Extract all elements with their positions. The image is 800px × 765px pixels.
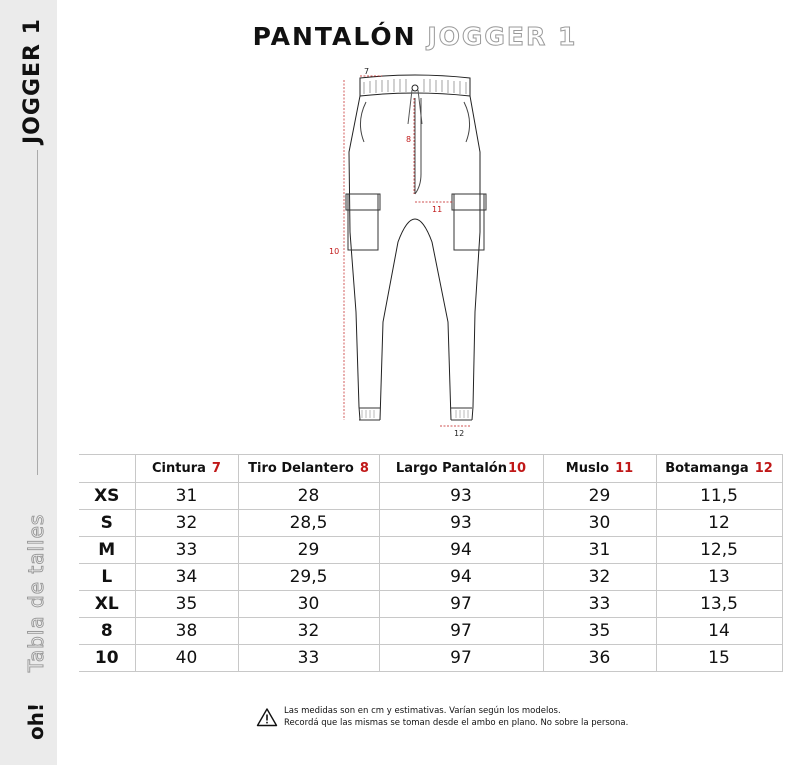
pants-diagram [320, 62, 500, 442]
table-cell: 97 [379, 591, 543, 618]
table-cell: 31 [543, 537, 656, 564]
right-leg-outline [470, 96, 480, 420]
brand-logo: oh! [24, 702, 48, 740]
table-cell: 29 [238, 537, 379, 564]
table-cell: 36 [543, 645, 656, 672]
table-cell: 33 [238, 645, 379, 672]
size-label: 8 [79, 618, 135, 645]
table-row [79, 591, 782, 618]
page-title [0, 22, 800, 51]
table-cell: 32 [543, 564, 656, 591]
table-corner [79, 455, 135, 483]
column-header-muslo: Muslo 11 [543, 455, 656, 483]
column-header-largo: Largo Pantalón10 [379, 455, 543, 483]
table-cell: 11,5 [656, 483, 782, 510]
note-line-1: Las medidas son en cm y estimativas. Varían según los modelos. [284, 706, 561, 716]
table-cell: 33 [543, 591, 656, 618]
table-cell: 35 [135, 591, 238, 618]
size-label: XL [79, 591, 135, 618]
sidebar-strip [0, 0, 57, 765]
measurement-note [256, 705, 628, 729]
table-row [79, 483, 782, 510]
table-cell: 93 [379, 483, 543, 510]
table-cell: 28 [238, 483, 379, 510]
diagram-label-largo: 10 [329, 247, 340, 256]
table-cell: 30 [543, 510, 656, 537]
diagram-label-botamanga: 12 [454, 429, 465, 438]
size-label: L [79, 564, 135, 591]
note-line-2: Recordá que las mismas se toman desde el ambo en plano. No sobre la persona. [284, 718, 629, 728]
table-header-row [79, 455, 782, 483]
size-label: 10 [79, 645, 135, 672]
page-title-secondary: JOGGER 1 [427, 22, 578, 51]
table-row [79, 510, 782, 537]
table-cell: 97 [379, 645, 543, 672]
column-header-tiro: Tiro Delantero 8 [238, 455, 379, 483]
table-cell: 29 [543, 483, 656, 510]
table-cell: 32 [135, 510, 238, 537]
table-row [79, 645, 782, 672]
table-cell: 40 [135, 645, 238, 672]
table-cell: 35 [543, 618, 656, 645]
table-cell: 28,5 [238, 510, 379, 537]
table-cell: 38 [135, 618, 238, 645]
inner-leg-outline [380, 219, 451, 420]
table-cell: 94 [379, 537, 543, 564]
column-header-cintura: Cintura 7 [135, 455, 238, 483]
size-table [79, 454, 783, 672]
sidebar-title: JOGGER 1 [20, 18, 45, 144]
table-cell: 12,5 [656, 537, 782, 564]
table-cell: 13 [656, 564, 782, 591]
table-cell: 15 [656, 645, 782, 672]
table-cell: 94 [379, 564, 543, 591]
table-cell: 13,5 [656, 591, 782, 618]
table-cell: 14 [656, 618, 782, 645]
left-leg-outline [349, 96, 360, 420]
warning-icon [256, 707, 278, 727]
table-cell: 33 [135, 537, 238, 564]
table-cell: 12 [656, 510, 782, 537]
size-label: M [79, 537, 135, 564]
table-cell: 29,5 [238, 564, 379, 591]
table-cell: 97 [379, 618, 543, 645]
table-row [79, 537, 782, 564]
size-label: XS [79, 483, 135, 510]
sidebar-subtitle: Tabla de talles [24, 513, 48, 672]
table-cell: 32 [238, 618, 379, 645]
size-label: S [79, 510, 135, 537]
sidebar-divider [37, 150, 38, 475]
diagram-label-cintura: 7 [364, 67, 370, 76]
table-row [79, 618, 782, 645]
table-row [79, 564, 782, 591]
diagram-label-muslo: 11 [432, 205, 443, 214]
table-cell: 93 [379, 510, 543, 537]
column-header-botamanga: Botamanga 12 [656, 455, 782, 483]
page-title-primary: PANTALÓN [252, 22, 417, 51]
table-cell: 31 [135, 483, 238, 510]
table-cell: 34 [135, 564, 238, 591]
table-cell: 30 [238, 591, 379, 618]
diagram-label-tiro: 8 [406, 135, 412, 144]
